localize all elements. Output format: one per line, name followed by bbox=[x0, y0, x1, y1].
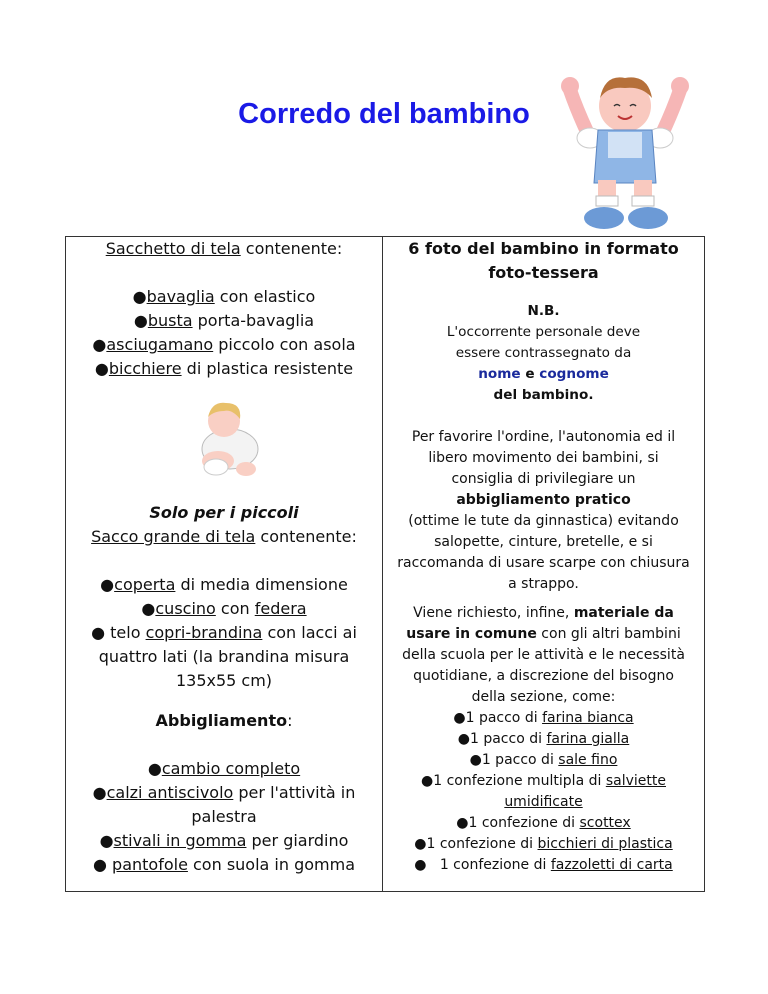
list-item bbox=[66, 621, 382, 645]
item-key: sale fino bbox=[558, 752, 618, 768]
sacchetto-rest: contenente bbox=[240, 239, 337, 258]
cognome-label: cognome bbox=[539, 366, 609, 382]
item-text: 1 confezione di bbox=[468, 815, 580, 831]
paragraph-line bbox=[383, 624, 704, 645]
item-continuation: quattro lati (la brandina misura bbox=[98, 647, 350, 666]
item-text: 1 confezione multipla di bbox=[433, 773, 606, 789]
item-continuation: umidificate bbox=[504, 794, 583, 810]
list-item bbox=[66, 853, 382, 877]
paragraph-line: Per favorire l'ordine, l'autonomia ed il bbox=[411, 429, 676, 445]
nb-note bbox=[383, 301, 704, 406]
item-text: 1 confezione di bbox=[426, 836, 538, 852]
sacchetto-heading bbox=[66, 237, 382, 261]
left-column bbox=[66, 237, 383, 891]
paragraph-line: consiglia di privilegiare un bbox=[451, 471, 636, 487]
bullet-icon: ● bbox=[133, 311, 148, 330]
bullet-icon: ● bbox=[94, 359, 109, 378]
right-column bbox=[383, 237, 704, 891]
list-item bbox=[383, 813, 704, 834]
paragraph-text: con gli altri bambini bbox=[536, 626, 681, 642]
paragraph-line: (ottime le tute da ginnastica) evitando bbox=[408, 513, 679, 529]
item-key: bicchieri di plastica bbox=[537, 836, 673, 852]
item-text-2: con lacci ai bbox=[262, 623, 357, 642]
foto-line-1: 6 foto del bambino in formato bbox=[408, 239, 679, 258]
bullet-icon: ● bbox=[421, 773, 434, 789]
paragraph-line: della sezione, come: bbox=[471, 689, 616, 705]
list-item bbox=[383, 729, 704, 750]
item-key: bicchiere bbox=[108, 359, 182, 378]
bullet-icon: ● bbox=[132, 287, 147, 306]
list-item bbox=[383, 834, 704, 855]
paragraph-text: Viene richiesto, infine, bbox=[413, 605, 574, 621]
list-item bbox=[66, 781, 382, 805]
foto-heading bbox=[383, 237, 704, 285]
abbigliamento-label: Abbigliamento bbox=[155, 711, 288, 730]
paragraph-materiale bbox=[383, 603, 704, 876]
foto-line-2: foto-tessera bbox=[488, 263, 599, 282]
list-item bbox=[66, 597, 382, 621]
item-key: asciugamano bbox=[106, 335, 214, 354]
piccoli-heading bbox=[66, 501, 382, 549]
bullet-icon: ● bbox=[469, 752, 482, 768]
paragraph-line-bold: abbigliamento pratico bbox=[456, 492, 631, 508]
item-text: con bbox=[215, 599, 255, 618]
item-key: pantofole bbox=[112, 855, 188, 874]
item-text: piccolo con asola bbox=[213, 335, 356, 354]
item-key-2: federa bbox=[254, 599, 307, 618]
bullet-icon: ● bbox=[92, 783, 107, 802]
paragraph-line: della scuola per le attività e le necessità bbox=[402, 647, 685, 663]
paragraph-line: salopette, cinture, bretelle, e si bbox=[434, 534, 653, 550]
bullet-icon: ● bbox=[92, 335, 107, 354]
bullet-icon: ● bbox=[100, 575, 115, 594]
item-text: 1 pacco di bbox=[481, 752, 559, 768]
item-key: fazzoletti di carta bbox=[550, 857, 673, 873]
list-item bbox=[66, 285, 382, 309]
nb-line-names bbox=[383, 364, 704, 385]
item-key: scottex bbox=[579, 815, 631, 831]
item-continuation: palestra bbox=[191, 807, 257, 826]
paragraph-line bbox=[383, 603, 704, 624]
sacco-rest: contenente bbox=[255, 527, 352, 546]
sacco-list bbox=[66, 573, 382, 693]
bullet-icon: ● bbox=[414, 857, 427, 873]
list-item bbox=[66, 357, 382, 381]
list-item bbox=[383, 708, 704, 729]
list-item bbox=[66, 757, 382, 781]
item-text: 1 pacco di bbox=[469, 731, 547, 747]
abbigliamento-colon: : bbox=[287, 711, 293, 730]
list-item bbox=[383, 855, 704, 876]
item-key: farina gialla bbox=[546, 731, 630, 747]
baby-pillow-clipart-illustration bbox=[188, 397, 268, 482]
bullet-icon: ● bbox=[457, 731, 470, 747]
bullet-icon: ● bbox=[147, 759, 162, 778]
item-key: coperta bbox=[114, 575, 176, 594]
item-text: con suola in gomma bbox=[187, 855, 356, 874]
item-key: cuscino bbox=[155, 599, 216, 618]
paragraph-abbigliamento bbox=[383, 427, 704, 595]
item-key: salviette bbox=[605, 773, 666, 789]
list-item bbox=[66, 573, 382, 597]
sacchetto-colon: : bbox=[336, 239, 343, 258]
paragraph-line: libero movimento dei bambini, si bbox=[428, 450, 659, 466]
item-text: telo bbox=[105, 623, 146, 642]
list-item bbox=[383, 771, 704, 792]
bullet-icon: ● bbox=[456, 815, 469, 831]
item-key: copri-brandina bbox=[145, 623, 263, 642]
sacchetto-list bbox=[66, 285, 382, 381]
item-text: porta-bavaglia bbox=[192, 311, 315, 330]
paragraph-text-bold: materiale da bbox=[573, 605, 674, 621]
item-text: di plastica resistente bbox=[181, 359, 354, 378]
list-item bbox=[66, 333, 382, 357]
bullet-icon: ● bbox=[92, 855, 107, 874]
nb-line: essere contrassegnato da bbox=[455, 345, 632, 361]
list-item bbox=[66, 309, 382, 333]
page-title: Corredo del bambino bbox=[238, 98, 530, 130]
nb-line: L'occorrente personale deve bbox=[446, 324, 641, 340]
item-text: per giardino bbox=[246, 831, 349, 850]
nb-line: del bambino. bbox=[493, 387, 594, 403]
item-key: stivali in gomma bbox=[113, 831, 247, 850]
sacchetto-label: Sacchetto di tela bbox=[105, 239, 241, 258]
item-text: 1 confezione di bbox=[426, 857, 551, 873]
sacco-label: Sacco grande di tela bbox=[91, 527, 256, 546]
sacco-colon: : bbox=[351, 527, 357, 546]
nb-e: e bbox=[520, 366, 540, 382]
list-item bbox=[66, 829, 382, 853]
item-key: cambio completo bbox=[161, 759, 301, 778]
paragraph-line: quotidiane, a discrezione del bisogno bbox=[413, 668, 674, 684]
bullet-icon: ● bbox=[141, 599, 156, 618]
item-text: di media dimensione bbox=[175, 575, 348, 594]
paragraph-text-bold: usare in comune bbox=[406, 626, 537, 642]
item-continuation: 135x55 cm) bbox=[175, 671, 273, 690]
abbigliamento-heading bbox=[66, 709, 382, 733]
content-table bbox=[65, 236, 705, 892]
item-key: farina bianca bbox=[542, 710, 634, 726]
paragraph-line: a strappo. bbox=[508, 576, 579, 592]
solo-piccoli-label: Solo per i piccoli bbox=[149, 503, 299, 522]
item-key: bavaglia bbox=[146, 287, 215, 306]
item-key: calzi antiscivolo bbox=[106, 783, 234, 802]
list-item bbox=[383, 750, 704, 771]
item-key: busta bbox=[147, 311, 193, 330]
nb-label: N.B. bbox=[527, 303, 560, 319]
paragraph-line: raccomanda di usare scarpe con chiusura bbox=[397, 555, 690, 571]
item-text: con elastico bbox=[214, 287, 316, 306]
bullet-icon: ● bbox=[453, 710, 466, 726]
item-text: per l'attività in bbox=[233, 783, 356, 802]
nome-label: nome bbox=[478, 366, 521, 382]
bullet-icon: ● bbox=[414, 836, 427, 852]
item-text: 1 pacco di bbox=[465, 710, 543, 726]
bullet-icon: ● bbox=[99, 831, 114, 850]
abbigliamento-list bbox=[66, 757, 382, 877]
bullet-icon: ● bbox=[91, 623, 106, 642]
toddler-clipart-illustration bbox=[560, 68, 690, 233]
